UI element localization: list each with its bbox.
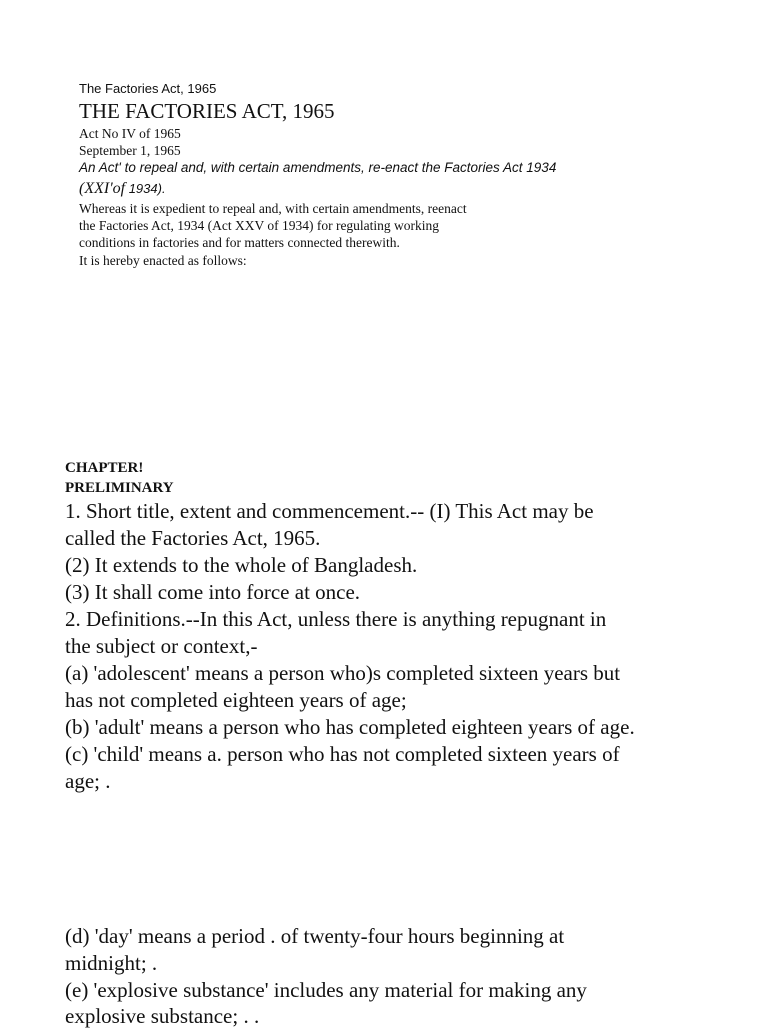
preamble-line: Whereas it is expedient to repeal and, with certain amendments, reenact (79, 201, 467, 216)
body-line: has not completed eighteen years of age; (65, 688, 407, 712)
long-title-line-2 (79, 180, 166, 198)
body-line: 1. Short title, extent and commencement.-- (I) This Act may be (65, 499, 594, 523)
long-title-main: (XXI'of (79, 180, 126, 197)
chapter-heading: CHAPTER! (65, 460, 144, 476)
chapter-subheading: PRELIMINARY (65, 480, 174, 496)
document-title: THE FACTORIES ACT, 1965 (79, 99, 335, 123)
body-line: explosive substance; . . (65, 1004, 260, 1028)
body-line: (2) It extends to the whole of Bangladesh. (65, 553, 418, 577)
body-line: midnight; . (65, 951, 158, 975)
act-number: Act No IV of 1965 (79, 126, 181, 141)
body-line: called the Factories Act, 1965. (65, 526, 321, 550)
body-line: (b) 'adult' means a person who has completed eighteen years of age. (65, 715, 635, 739)
body-line: (a) 'adolescent' means a person who)s completed sixteen years but (65, 661, 621, 685)
body-line: 2. Definitions.--In this Act, unless there is anything repugnant in (65, 607, 607, 631)
preamble-line: conditions in factories and for matters connected therewith. (79, 235, 400, 250)
body-line: (d) 'day' means a period . of twenty-four hours beginning at (65, 924, 565, 948)
preamble-line: It is hereby enacted as follows: (79, 253, 247, 268)
body-line: the subject or context,- (65, 634, 258, 658)
running-title: The Factories Act, 1965 (79, 81, 217, 96)
long-title-small: 1934). (125, 181, 166, 196)
body-line: (c) 'child' means a. person who has not completed sixteen years of (65, 742, 620, 766)
preamble-line: the Factories Act, 1934 (Act XXV of 1934) for regulating working (79, 218, 440, 233)
body-line: age; . (65, 769, 111, 793)
act-date: September 1, 1965 (79, 143, 181, 158)
long-title-line-1: An Act' to repeal and, with certain amendments, re-enact the Factories Act 1934 (79, 160, 557, 175)
body-line: (e) 'explosive substance' includes any material for making any (65, 978, 587, 1002)
body-line: (3) It shall come into force at once. (65, 580, 361, 604)
